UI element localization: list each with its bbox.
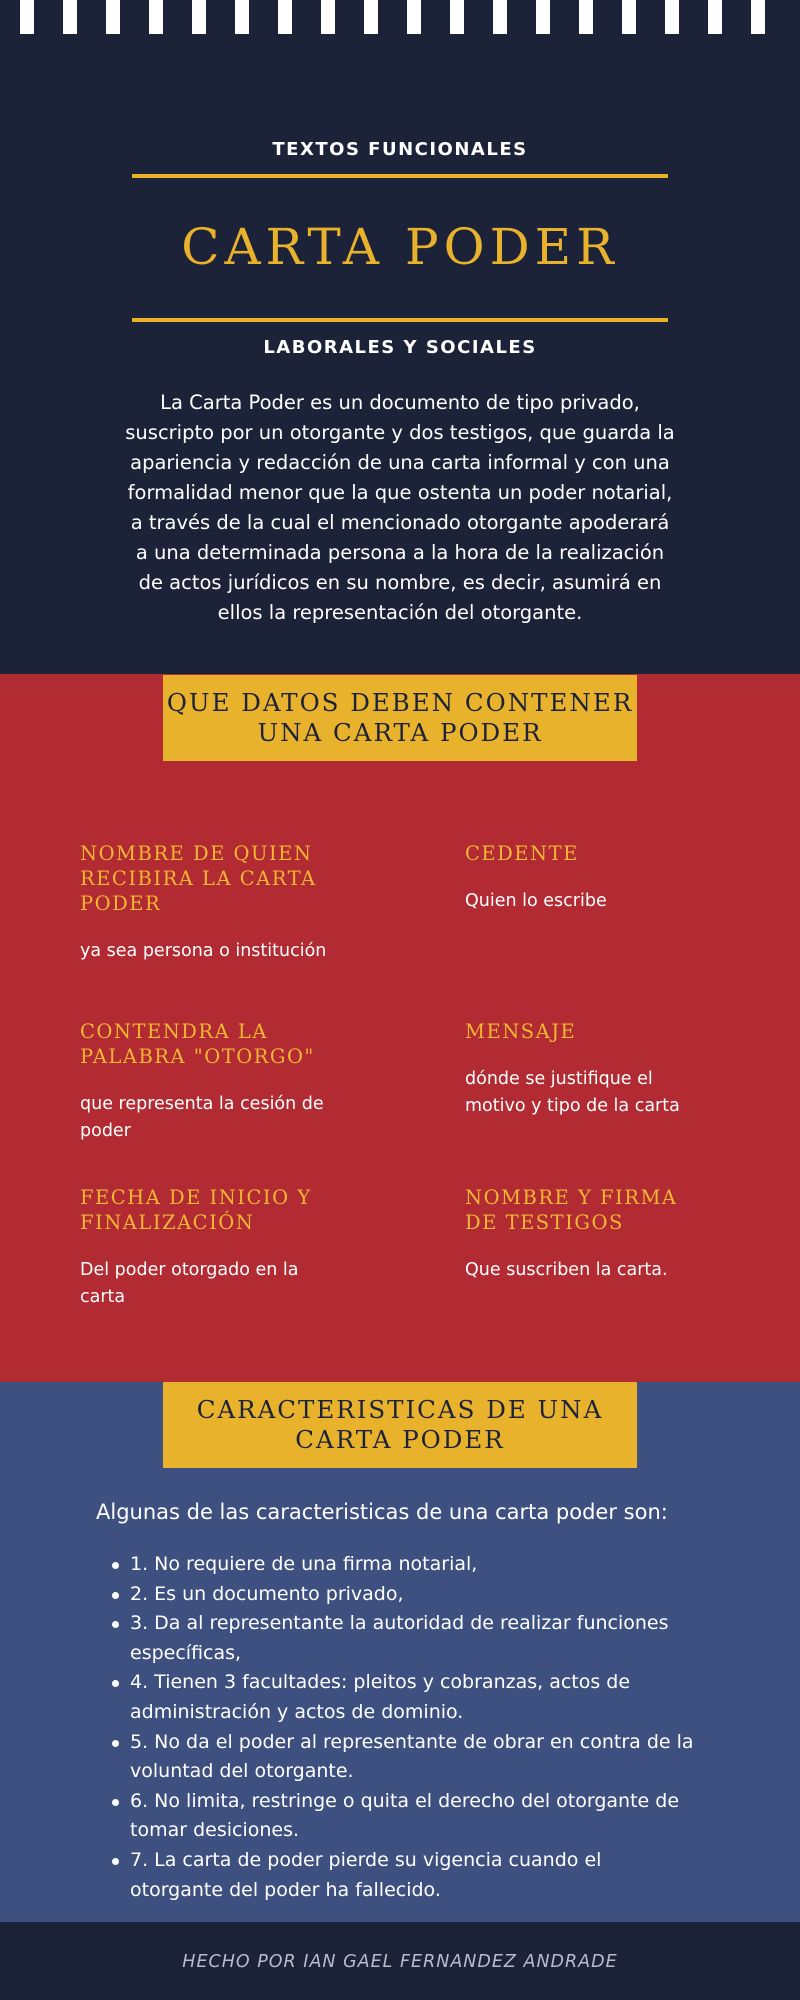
datos-section [0, 674, 800, 1382]
intro-section [0, 0, 800, 674]
dato-text: Quien lo escribe [465, 891, 607, 911]
author-credit: HECHO POR IAN GAEL FERNANDEZ ANDRADE [182, 1952, 618, 1972]
caracteristicas-heading-box [163, 1382, 637, 1468]
dato-item [465, 1185, 725, 1284]
dato-item [80, 1185, 370, 1311]
dato-title: CONTENDRA LA PALABRA "OTORGO" [80, 1020, 315, 1068]
list-item: 3. Da al representante la autoridad de realizar funciones específicas, [100, 1609, 700, 1668]
dato-text: Del poder otorgado en la carta [80, 1260, 299, 1307]
dato-title: NOMBRE Y FIRMA DE TESTIGOS [465, 1186, 678, 1234]
list-item: 6. No limita, restringe o quita el derecho del otorgante de tomar desiciones. [100, 1787, 700, 1846]
datos-heading-box [163, 675, 637, 761]
dato-title: NOMBRE DE QUIEN RECIBIRA LA CARTA PODER [80, 842, 317, 915]
list-item: 1. No requiere de una firma notarial, [100, 1550, 700, 1580]
list-item: 5. No da el poder al representante de obrar en contra de la voluntad del otorgante. [100, 1728, 700, 1787]
divider-bottom [132, 318, 668, 322]
dato-item [465, 841, 725, 915]
dato-text: dónde se justifique el motivo y tipo de la carta [465, 1069, 680, 1116]
intro-paragraph: La Carta Poder es un documento de tipo privado, suscripto por un otorgante y dos testigos, que guarda la apariencia y redacción de una carta informal y con una formalidad menor que la que ostenta un poder notarial, a través de la cual el mencionado otorgante apoderará a una determinada persona a la hora de la realización de actos jurídicos en su nombre, es decir, asumirá en ellos la representación del otorgante. [125, 391, 675, 624]
kicker-bottom: LABORALES Y SOCIALES [263, 337, 537, 358]
datos-heading: QUE DATOS DEBEN CONTENER UNA CARTA PODER [166, 688, 634, 747]
caracteristicas-section [0, 1382, 800, 1922]
kicker-top: TEXTOS FUNCIONALES [272, 139, 528, 160]
list-item: 2. Es un documento privado, [100, 1580, 700, 1610]
dato-text: ya sea persona o institución [80, 941, 327, 961]
dato-title: FECHA DE INICIO Y FINALIZACIÓN [80, 1186, 312, 1234]
dato-text: Que suscriben la carta. [465, 1260, 668, 1280]
divider-top [132, 174, 668, 178]
caracteristicas-lead: Algunas de las caracteristicas de una carta poder son: [96, 1500, 668, 1524]
dato-item [80, 1019, 370, 1145]
dato-text: que representa la cesión de poder [80, 1094, 324, 1141]
page-title: CARTA PODER [181, 218, 619, 276]
dato-title: MENSAJE [465, 1020, 577, 1043]
footer [0, 1922, 800, 2000]
dato-item [80, 841, 400, 965]
caracteristicas-heading: CARACTERISTICAS DE UNA CARTA PODER [196, 1395, 604, 1454]
caracteristicas-list [100, 1550, 700, 1905]
dato-item [465, 1019, 725, 1120]
list-item: 4. Tienen 3 facultades: pleitos y cobranzas, actos de administración y actos de dominio. [100, 1668, 700, 1727]
top-stripes-decoration [0, 0, 800, 34]
list-item: 7. La carta de poder pierde su vigencia cuando el otorgante del poder ha fallecido. [100, 1846, 700, 1905]
dato-title: CEDENTE [465, 842, 579, 865]
